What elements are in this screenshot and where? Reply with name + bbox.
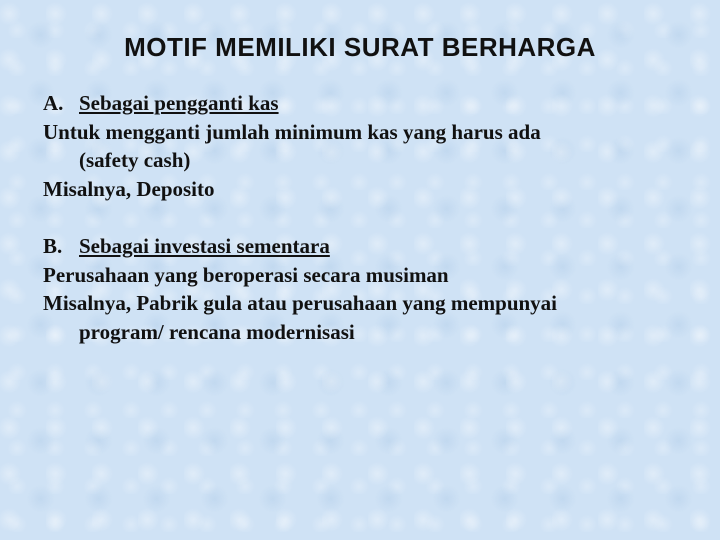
section-a-letter: A. bbox=[43, 91, 64, 115]
section-a-line-3: Misalnya, Deposito bbox=[43, 176, 215, 201]
section-b-line-3: program/ rencana modernisasi bbox=[79, 319, 355, 344]
section-b-letter: B. bbox=[43, 234, 63, 258]
section-a-title: Sebagai pengganti kas bbox=[79, 91, 279, 115]
section-a-line-1: Untuk mengganti jumlah minimum kas yang harus ada bbox=[43, 119, 541, 144]
section-gap bbox=[43, 203, 683, 232]
section-a-line-2: (safety cash) bbox=[79, 148, 191, 172]
section-b-title: Sebagai investasi sementara bbox=[79, 234, 330, 258]
section-a-heading bbox=[43, 89, 683, 118]
slide-title: MOTIF MEMILIKI SURAT BERHARGA bbox=[124, 32, 596, 62]
slide-body bbox=[43, 89, 683, 346]
section-b-heading bbox=[43, 232, 683, 261]
section-b-line-2: Misalnya, Pabrik gula atau perusahaan yang mempunyai bbox=[43, 291, 558, 315]
section-b-line-1: Perusahaan yang beroperasi secara musiman bbox=[43, 262, 449, 287]
